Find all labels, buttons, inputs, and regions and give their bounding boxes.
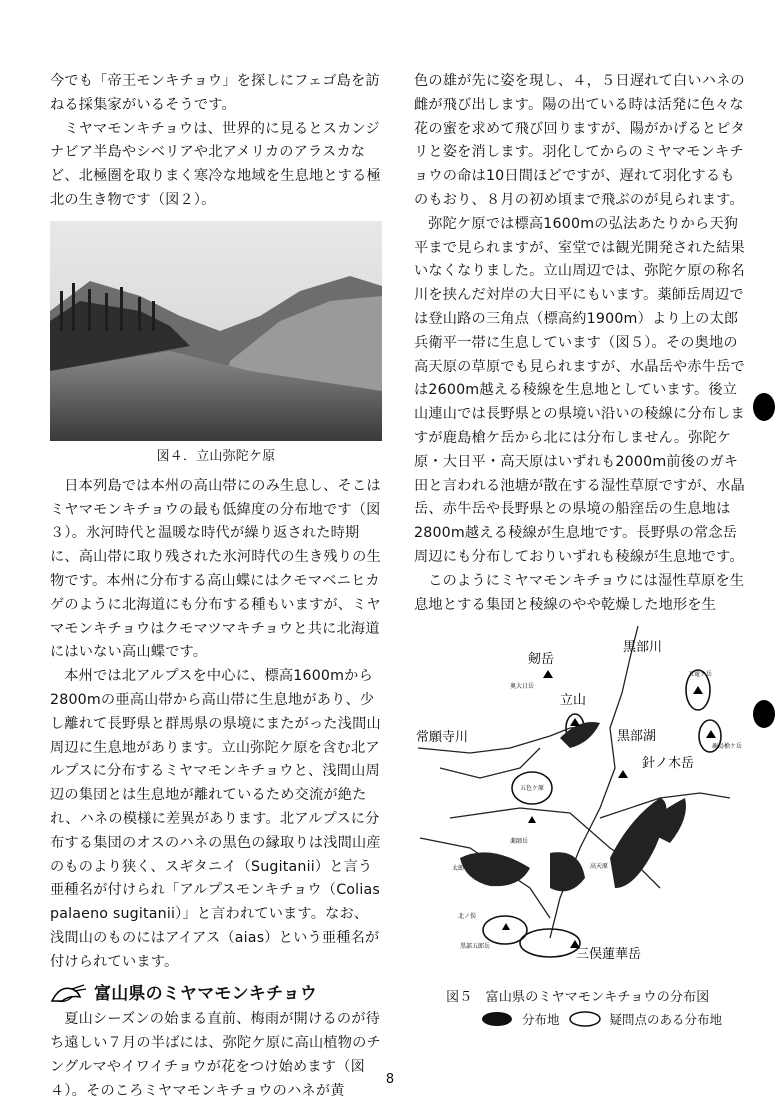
- section-heading-text: 富山県のミヤマモンキチョウ: [94, 983, 318, 1004]
- map-label-tsurugi: 剱岳: [528, 652, 555, 667]
- legend-open-swatch: [568, 1011, 602, 1027]
- distribution-map: [410, 618, 755, 978]
- map-label-kitanomata: 北ノ俣: [458, 913, 477, 920]
- right-column: [414, 70, 746, 617]
- map-label-taro: 太郎: [452, 865, 465, 872]
- legend-filled-label: 分布地: [522, 1012, 560, 1027]
- map-label-sanmata: 三俣蓮華岳: [576, 947, 642, 962]
- paragraph: 今でも「帝王モンキチョウ」を探しにフェゴ島を訪ねる採集家がいるそうです。: [50, 73, 380, 113]
- butterfly-icon: [50, 983, 88, 1005]
- map-label-kashima: 鹿島槍ケ岳: [712, 743, 743, 750]
- punch-hole: [753, 393, 775, 421]
- photo-midagahara: [50, 221, 382, 441]
- map-label-goshiki: 五色ケ原: [520, 785, 545, 792]
- map-legend: [480, 1010, 722, 1028]
- paragraph: 日本列島では本州の高山帯にのみ生息し、そこはミヤマモンキチョウの最も低緯度の分布地です（図３）。氷河時代と温暖な時代が繰り返された時期に、高山帯に取り残された氷河時代の生き残りの生物です。本州に分布する高山蝶にはクモマベニヒカゲのように北海道にも分布する種もいますが、ミヤマモンキチョウはクモマツマキチョウと共に北海道にはいない高山蝶です。: [50, 477, 381, 661]
- map-label-dainichi: 奥大日岳: [510, 683, 535, 690]
- map-label-kurobegoro: 黒部五郎岳: [460, 943, 491, 950]
- left-column: [50, 70, 382, 1104]
- page-number: 8: [385, 1072, 395, 1087]
- map-label-takamagahara: 高天原: [590, 863, 609, 870]
- map-label-yakushi: 薬師岳: [510, 838, 529, 845]
- legend-filled-swatch: [480, 1011, 514, 1027]
- map-label-harinoki: 針ノ木岳: [642, 756, 695, 771]
- map-label-tateyama: 立山: [560, 693, 587, 708]
- punch-hole: [753, 700, 775, 728]
- map-label-joganji: 常願寺川: [416, 730, 469, 745]
- map-label-goryu: 五竜ケ岳: [688, 671, 713, 678]
- photo-caption: 図４．立山弥陀ケ原: [156, 448, 276, 464]
- paragraph: 色の雄が先に姿を現し、４，５日遅れて白いハネの雌が飛び出します。陽の出ている時は活発に色々な花の蜜を求めて飛び回りますが、陽がかげるとピタリと姿を消します。羽化してからのミヤマモンキチョウの命は10日間ほどですが、遅れて羽化するものもおり、８月の初め頃まで飛ぶのが見られます。: [414, 73, 745, 208]
- map-label-kurobe-river: 黒部川: [623, 640, 663, 655]
- paragraph: このようにミヤマモンキチョウには湿性草原を生息地とする集団と稜線のやや乾燥した地形を生: [414, 572, 745, 613]
- paragraph: 本州では北アルプスを中心に、標高1600mから2800mの亜高山帯から高山帯に生息地があり、少し離れて長野県と群馬県の県境にまたがった浅間山周辺に生息地があります。立山弥陀ケ原を含む北アルプスに分布するミヤマモンキチョウと、浅間山周辺の集団とは生息地が離れているため交流が絶たれ、ハネの模様に差異があります。北アルプスに分布する集団のオスのハネの黒色の縁取りは浅間山産のものより狭く、スギタニイ（Sugitanii）と言う亜種名が付けられ「アルプスモンキチョウ（Colias palaeno sugitanii）」と言われています。なお、浅間山のものにはアイアス（aias）という亜種名が付けられています。: [50, 668, 381, 970]
- map-caption: 図５ 富山県のミヤマモンキチョウの分布図: [446, 990, 710, 1005]
- legend-open-label: 疑問点のある分布地: [609, 1012, 723, 1027]
- paragraph: 夏山シーズンの始まる直前、梅雨が開けるのが待ち遠しい７月の半ばには、弥陀ケ原に高山植物のチングルマやイワイチョウが花をつけ始めます（図４）。そのころミヤマモンキチョウのハネが黄: [50, 1011, 381, 1099]
- paragraph: ミヤマモンキチョウは、世界的に見るとスカンジナビア半島やシベリアや北アメリカのアラスカなど、北極圏を取りまく寒冷な地域を生息地とする極北の生き物です（図２）。: [50, 120, 381, 208]
- map-label-kurobe-lake: 黒部湖: [617, 729, 657, 744]
- paragraph: 弥陀ケ原では標高1600mの弘法あたりから天狗平まで見られますが、室堂では観光開発された結果いなくなりました。立山周辺では、弥陀ケ原の称名川を挟んだ対岸の大日平にもいます。薬師岳周辺では登山路の三角点（標高約1900m）より上の太郎兵衛平一帯に生息しています（図５）。その奥地の高天原の草原でも見られますが、水晶岳や赤牛岳では2600m越える稜線を生息地としています。後立山連山では長野県との県境い沿いの稜線に分布しますが鹿島槍ケ岳から北には分布しません。弥陀ケ原・大日平・高天原はいずれも2000m前後のガキ田と言われる池塘が散在する湿性草原ですが、水晶岳、赤牛岳や長野県との県境の船窪岳の生息地は2800m越える稜線が生息地です。長野県の常念岳周辺にも分布しておりいずれも稜線が生息地です。: [414, 215, 745, 565]
- section-heading: [50, 983, 382, 1007]
